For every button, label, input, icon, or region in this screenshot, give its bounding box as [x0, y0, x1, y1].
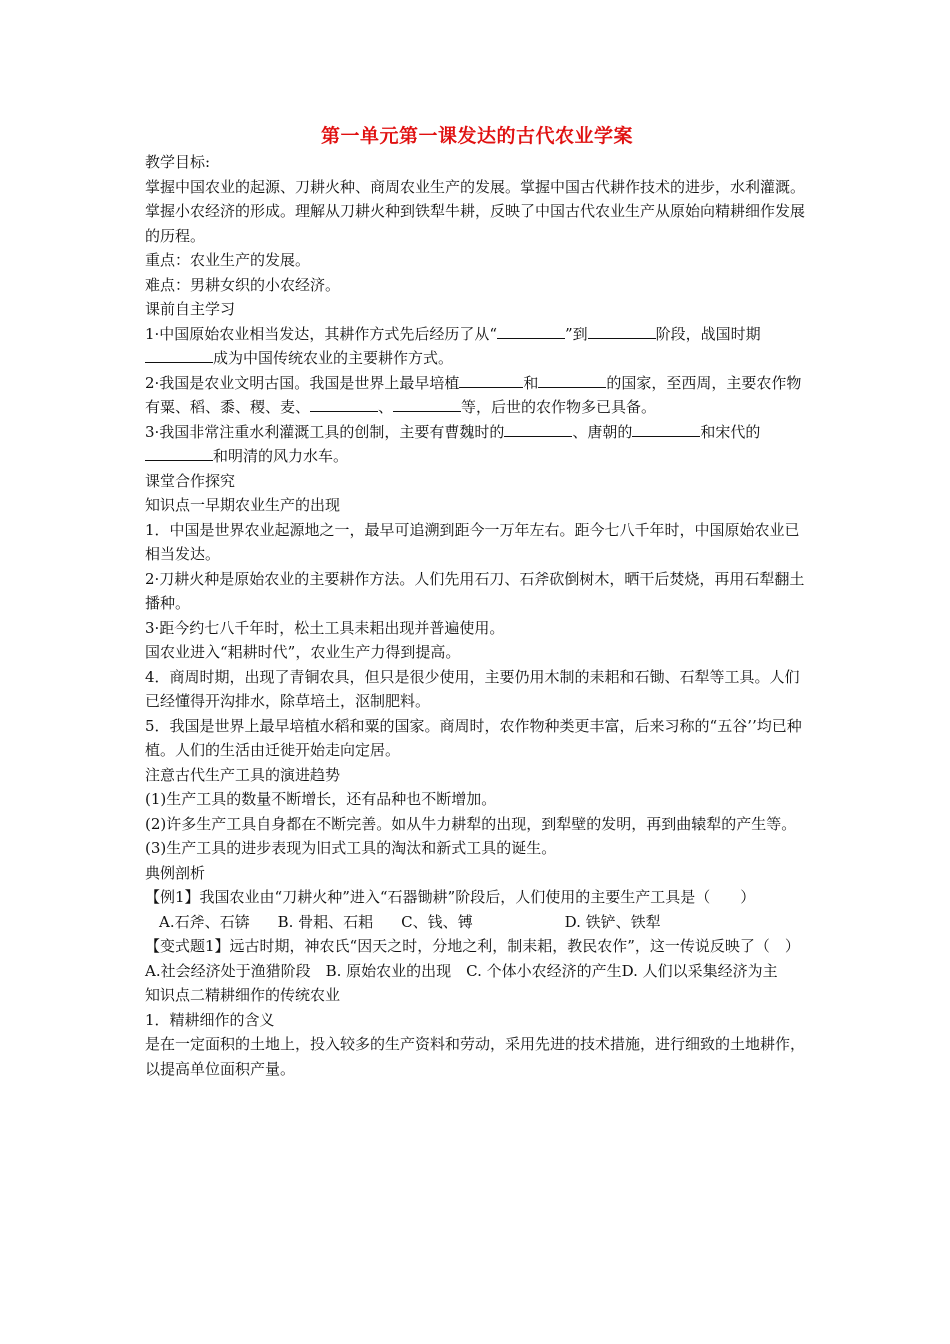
kp1-item: 2·刀耕火种是原始农业的主要耕作方法。人们先用石刀、石斧砍倒树木，晒干后焚烧，再用石犁翻土播种。: [145, 569, 805, 612]
variant-1-options: A.社会经济处于渔猎阶段 B. 原始农业的出现 C. 个体小农经济的产生D. 人们以采集经济为主: [145, 961, 778, 980]
kp2-subheading: 1．精耕细作的含义: [145, 1010, 275, 1029]
fill-blank[interactable]: [504, 421, 572, 437]
option-c[interactable]: C、钱、镈: [401, 912, 473, 931]
goal-1: 掌握中国农业的起源、刀耕火种、商周农业生产的发展。掌握中国古代耕作技术的进步，水利灌溉。: [145, 177, 806, 196]
class-heading: 课堂合作探究: [145, 471, 236, 490]
fill-blank[interactable]: [632, 421, 700, 437]
fill-blank[interactable]: [145, 445, 213, 461]
fill-blank[interactable]: [497, 323, 565, 339]
document-page: [145, 122, 809, 1081]
option-a[interactable]: A.石斧、石锛: [159, 912, 250, 931]
page-title: 第一单元第一课发达的古代农业学案: [320, 125, 633, 147]
example-1-options: [145, 910, 809, 935]
fill-blank[interactable]: [145, 347, 213, 363]
tools-item: (2)许多生产工具自身都在不断完善。如从牛力耕犁的出现，到犁壁的发明，再到曲辕犁的产生等。: [145, 814, 797, 833]
preview-heading: 课前自主学习: [145, 300, 236, 318]
examples-heading: 典例剖析: [145, 863, 206, 882]
example-1-stem: 【例1】我国农业由“刀耕火种”进入“石器锄耕”阶段后，人们使用的主要生产工具是（ ）: [145, 888, 756, 906]
option-b[interactable]: B. 骨耜、石耜: [277, 912, 374, 931]
question-3: 3·我国非常注重水利灌溉工具的创制，主要有曹魏时的 、唐朝的 和宋代的和明清的风力水车。: [145, 422, 761, 465]
kp1-item: 5．我国是世界上最早培植水稻和粟的国家。商周时，农作物种类更丰富，后来习称的“五谷’’均已种植。人们的生活由迁徙开始走向定居。: [145, 716, 802, 759]
kp2-definition: 是在一定面积的土地上，投入较多的生产资料和劳动，采用先进的技术措施，进行细致的土地耕作，以提高单位面积产量。: [145, 1035, 806, 1078]
tools-item: (1)生产工具的数量不断增长，还有品种也不断增加。: [145, 790, 497, 808]
knowledge-point-2-heading: 知识点二精耕细作的传统农业: [145, 986, 341, 1004]
fill-blank[interactable]: [459, 372, 523, 388]
kp1-item: 4．商周时期，出现了青铜农具，但只是很少使用，主要仍用木制的耒耜和石锄、石犁等工具。人们已经懂得开沟排水，除草培土，沤制肥料。: [145, 667, 800, 710]
fill-blank[interactable]: [310, 396, 378, 412]
key-point: 重点：农业生产的发展。: [145, 251, 311, 269]
fill-blank[interactable]: [588, 323, 656, 339]
goals-heading: 教学目标:: [145, 153, 211, 171]
kp1-item: 3·距今约七八千年时，松土工具耒耜出现并普遍使用。: [145, 618, 505, 637]
goal-2: 掌握小农经济的形成。理解从刀耕火种到铁犁牛耕，反映了中国古代农业生产从原始向精耕细作发展的历程。: [145, 202, 806, 245]
tools-item: (3)生产工具的进步表现为旧式工具的淘汰和新式工具的诞生。: [145, 839, 557, 857]
kp1-item: 1．中国是世界农业起源地之一，最早可追溯到距今一万年左右。距今七八千年时，中国原始农业已相当发达。: [145, 520, 800, 563]
question-1: 1·中国原始农业相当发达，其耕作方式先后经历了从“ ”到 阶段，战国时期成为中国传统农业的主要耕作方式。: [145, 324, 761, 367]
knowledge-point-1-heading: 知识点一早期农业生产的出现: [145, 496, 341, 514]
fill-blank[interactable]: [538, 372, 606, 388]
option-d[interactable]: D. 铁铲、铁犁: [564, 912, 661, 931]
kp1-item: 国农业进入“耜耕时代”，农业生产力得到提高。: [145, 643, 461, 661]
tools-heading: 注意古代生产工具的演进趋势: [145, 765, 341, 784]
fill-blank[interactable]: [393, 396, 461, 412]
difficulty: 难点：男耕女织的小农经济。: [145, 275, 341, 294]
question-2: 2·我国是农业文明古国。我国是世界上最早培植 和 的国家，至西周，主要农作物有粟、稻、黍、稷、麦、 、 等，后世的农作物多已具备。: [145, 373, 802, 416]
variant-1-stem: 【变式题1】远古时期，神农氏“因天之时，分地之利，制耒耜，教民农作”，这一传说反映了（ ）: [145, 937, 800, 955]
